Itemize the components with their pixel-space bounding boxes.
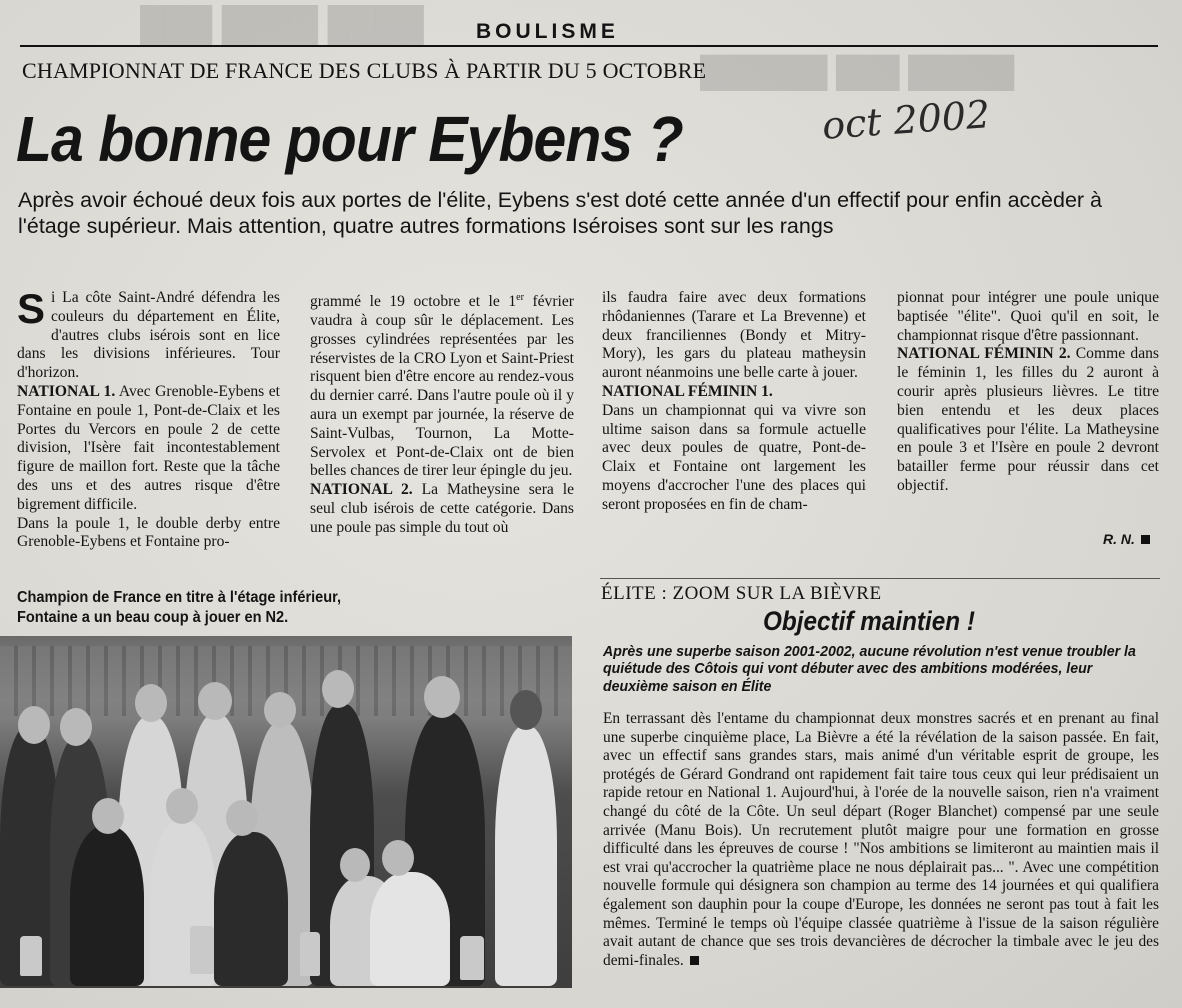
trophy [20,936,42,976]
article-lead: Après avoir échoué deux fois aux portes de l'élite, Eybens s'est doté cette année d'un effectif pour enfin accèder à l'étage supérieur. Mais attention, quatre autres formations Iséroises sont sur les rangs [18,188,1103,238]
caption-line: Fontaine a un beau coup à jouer en N2. [17,609,289,626]
elite-intro: Après une superbe saison 2001-2002, aucune révolution n'est venue troubler la quiétude des Côtois qui vont débuter avec des ambitions modérées, leur deuxième saison en Élite [603,644,1136,695]
player-head [92,798,124,834]
trophy [190,926,214,974]
player-head [510,690,542,730]
article-column-4 [897,289,1159,496]
handwritten-date-note: oct 2002 [820,92,992,148]
player-head [60,708,92,746]
rubric-rule [20,45,1158,47]
player-figure [70,826,144,986]
end-mark-icon [1141,535,1150,544]
player-head [198,682,232,720]
player-head [382,840,414,876]
paragraph: février vaudra à coup sûr le déplacement. Les grosses cylindrées représentées par les réservistes de la CRO Lyon et Saint-Priest risquent bien d'être encore au rendez-vous du dernier carré. Dans l'autre poule où il y aura un exempt par journée, la réserve de Saint-Vulbas, Tournon, La Motte-Servolex et Pont-de-Claix ont de bien belles chances de tirer leur épingle du jeu. [310,293,574,480]
player-head [166,788,198,824]
end-mark-icon [690,956,699,965]
player-head [424,676,460,718]
photo-caption [17,588,553,628]
show-through-text: █████ ███ ██████ [700,56,1015,89]
paragraph: pionnat pour intégrer une poule unique baptisée "élite". Quoi qu'il en soit, le championnat risque d'être passionnant. [897,289,1159,344]
elite-kicker: ÉLITE : ZOOM SUR LA BIÈVRE [601,583,882,604]
paragraph: La Matheysine sera le seul club isérois de cette catégorie. Dans une poule pas simple du tout où [310,481,574,536]
subhead-national-1: NATIONAL 1. [17,382,116,400]
supertitle: CHAMPIONNAT DE FRANCE DES CLUBS À PARTIR DU 5 OCTOBRE [22,58,707,83]
player-figure [370,872,450,986]
elite-title: Objectif maintien ! [763,606,975,636]
paragraph: Dans la poule 1, le double derby entre Grenoble-Eybens et Fontaine pro- [17,514,280,551]
player-head [226,800,258,836]
elite-body [603,710,1159,970]
paragraph: i La côte Saint-André défendra les couleurs du département en Élite, d'autres clubs isérois sont en lice dans les divisions inférieures. Tour d'horizon. [17,289,280,382]
player-head [135,684,167,722]
drop-cap: S [17,285,46,332]
article-column-1 [17,285,281,552]
player-head [322,670,354,708]
player-figure [495,726,557,986]
superscript: er [516,292,524,303]
subhead-national-2: NATIONAL 2. [310,481,413,499]
article-column-2 [310,289,574,538]
player-head [340,848,370,882]
paragraph: Comme dans le féminin 1, les filles du 2 auront à courir après plusieurs lièvres. Le titre bien entendu et les deux places qualificatives pour l'élite. La Matheysine en poule 3 et l'Isère en poule 2 devront batailler ferme pour réussir dans cet objectif. [897,345,1159,494]
section-rubric: BOULISME [476,20,619,43]
team-photo [0,636,572,988]
caption-line: Champion de France en titre à l'étage inférieur, [17,589,342,606]
subhead-national-feminin-2: NATIONAL FÉMININ 2. [897,345,1071,363]
signature-text: R. N. [1103,531,1135,547]
section-divider [600,578,1160,579]
headline: La bonne pour Eybens ? [16,103,683,175]
trophy [460,936,484,980]
author-signature [1103,531,1150,547]
paragraph: ils faudra faire avec deux formations rhôdaniennes (Tarare et La Brevenne) et deux franciliennes (Bondy et Mitry-Mory), les gars du plateau matheysin auront néanmoins une belle carte à jouer. [602,289,866,382]
subhead-national-feminin-1: NATIONAL FÉMININ 1. [602,382,773,400]
player-head [18,706,50,744]
paragraph: grammé le 19 octobre et le 1 [310,293,517,311]
player-figure [214,832,288,986]
paragraph: Avec Grenoble-Eybens et Fontaine en poule 1, Pont-de-Claix et les Portes du Vercors en poule 2 de cette division, l'Isère fait incontestablement figure de maillon fort. Reste que la tâche des uns et des autres risque d'être bigrement difficile. [17,382,281,513]
trophy [300,932,320,976]
article-column-3 [602,289,866,515]
show-through-text: ████ ████ ███ [140,6,424,44]
paragraph: Dans un championnat qui va vivre son ultime saison dans sa formule actuelle avec deux poules de quatre, Pont-de-Claix et Fontaine ont largement les moyens d'accrocher l'une des places qui seront proposées en fin de cham- [602,401,866,513]
elite-body-text: En terrassant dès l'entame du championnat deux monstres sacrés et en prenant au final une superbe cinquième place, La Bièvre a été la révélation de la saison passée. En fait, avec un effectif sans grandes stars, mais animé d'un véritable esprit de groupe, les protégés de Gérard Gondrand ont rapidement fait taire tous ceux qui leur prédisaient un rapide retour en National 1. Aujourd'hui, à l'orée de la nouvelle saison, rien n'a vraiment changé du côté de la Côte. Un seul départ (Roger Blanchet) compensé par une seule arrivée (Manu Bois). Un recrutement plutôt maigre pour une formation en grosse difficulté dans les épreuves de course ! "Nos ambitions se limiteront au maintien mais il est vrai qu'accrocher la quatrième place ne nous déplairait pas... ". Avec une compétition nouvelle formule qui désignera son champion au terme des 14 journées et qui qualifiera également son dauphin pour la coupe d'Europe, les données ne seront pas tout à fait les mêmes. Terminé le temps où l'équipe classée quatrième à l'issue de la saison régulière avait autant de chance que ses trois devancières de décrocher la timbale avec le jeu des demi-finales. [603,710,1159,969]
player-head [264,692,296,728]
